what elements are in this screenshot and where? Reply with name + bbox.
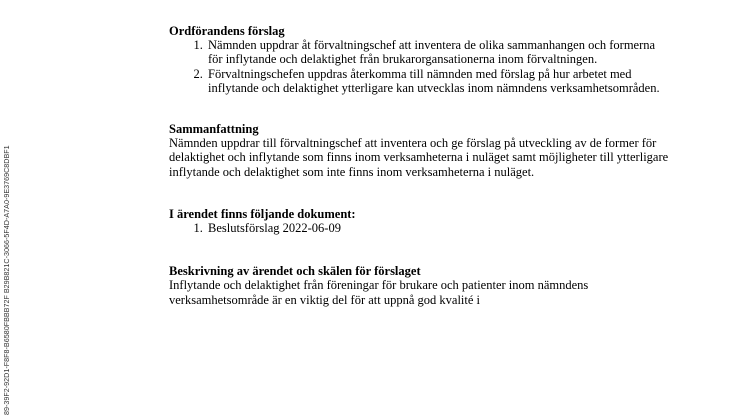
description-section — [169, 264, 669, 314]
description-heading: Beskrivning av ärendet och skälen för förslaget — [169, 264, 421, 279]
document-body — [169, 24, 669, 314]
documents-list — [169, 221, 669, 235]
summary-heading: Sammanfattning — [169, 122, 259, 137]
summary-text: Nämnden uppdrar till förvaltningschef att inventera och ge förslag på utveckling av de former för delaktighet och inflytande som finns inom verksamheterna i nuläget samt möjligheter till ytterligare inflytande och delaktighet som inte finns inom verksamheterna i nuläget. — [169, 136, 669, 179]
proposal-section — [169, 24, 669, 95]
documents-section — [169, 207, 669, 235]
proposal-item-1: 1. Nämnden uppdrar åt förvaltningschef att inventera de olika sammanhangen och formerna för inflytande och delaktighet från brukarorgansationerna inom förvaltningen. — [206, 38, 669, 66]
document-id-code: 89-39F2-92D1-F8F8-B6580FBBB72F B29B821C-3066-5F4D-A7A0-9E3769C8DBF1 — [2, 145, 11, 415]
proposal-item-2: 2. Förvaltningschefen uppdras återkomma till nämnden med förslag på hur arbetet med inflytande och delaktighet ytterligare kan utvecklas inom nämndens verksamhetsområden. — [206, 67, 669, 95]
document-id-margin — [2, 80, 12, 415]
proposal-list — [169, 38, 669, 95]
description-text: Inflytande och delaktighet från föreningar för brukare och patienter inom nämndens verksamhetsområde är en viktig del för att uppnå god kvalité i — [169, 278, 589, 307]
summary-section — [169, 122, 669, 179]
documents-heading: I ärendet finns följande dokument: — [169, 206, 356, 221]
document-item-1: 1. Beslutsförslag 2022-06-09 — [206, 221, 669, 235]
proposal-heading: Ordförandens förslag — [169, 24, 285, 38]
